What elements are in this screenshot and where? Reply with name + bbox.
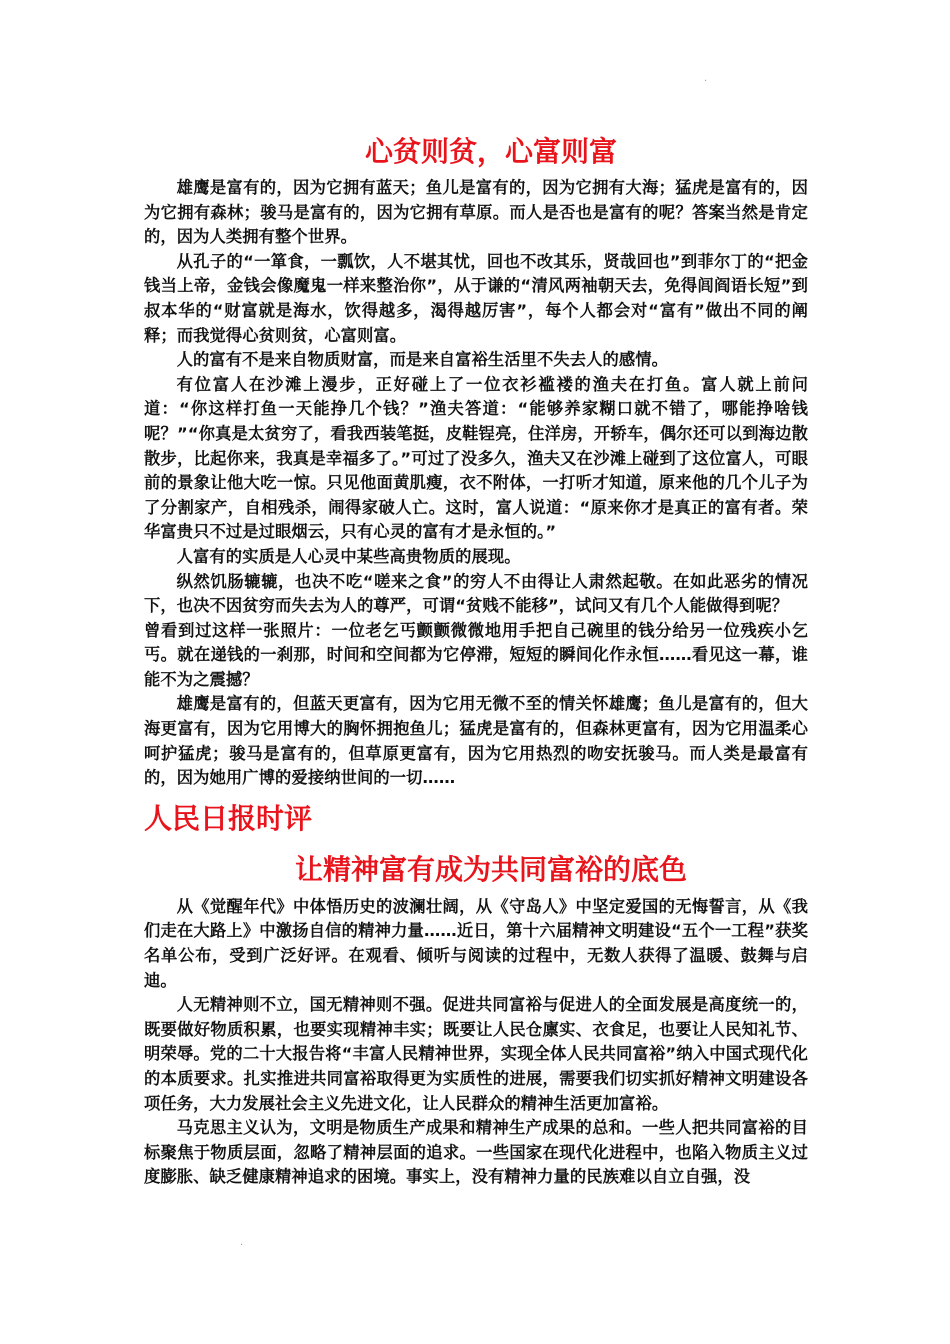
article1-paragraph: 人富有的实质是人心灵中某些高贵物质的展现。	[176, 546, 521, 566]
document-page	[144, 128, 808, 1190]
article2-paragraph: 马克思主义认为，文明是物质生产成果和精神生产成果的总和。一些人把共同富裕的目标聚焦于物质层面，忽略了精神层面的追求。一些国家在现代化进程中，也陷入物质主义过度膨胀、缺乏健康精神追求的困境。事实上，没有精神力量的民族难以自立自强，没	[144, 1118, 808, 1187]
article1-paragraph-last: 雄鹰是富有的，但蓝天更富有，因为它用无微不至的情关怀雄鹰；鱼儿是富有的，但大海更富有，因为它用博大的胸怀拥抱鱼儿；猛虎是富有的，但森林更富有，因为它用温柔心呵护猛虎；骏马是富有的，但草原更富有，因为它用热烈的吻安抚骏马。而人类是最富有的，因为她用广博的爱接纳世间的一切……	[144, 694, 808, 788]
page-mark-top: ·	[704, 76, 708, 87]
article1-paragraph: 人的富有不是来自物质财富，而是来自富裕生活里不失去人的感情。	[176, 350, 669, 370]
article1-paragraph: 有位富人在沙滩上漫步，正好碰上了一位衣衫褴褛的渔夫在打鱼。富人就上前问道：“你这样打鱼一天能挣几个钱？”渔夫答道：“能够养家糊口就不错了，哪能挣啥钱呢？”“你真是太贫穷了，看我西装笔挺，皮鞋锃亮，住洋房，开轿车，偶尔还可以到海边散散步，比起你来，我真是幸福多了。”可过了没多久，渔夫又在沙滩上碰到了这位富人，可眼前的景象让他大吃一惊。只见他面黄肌瘦，衣不附体，一打听才知道，原来他的几个儿子为了分割家产，自相残杀，闹得家破人亡。这时，富人说道：“原来你才是真正的富有者。荣华富贵只不过是过眼烟云，只有心灵的富有才是永恒的。”	[144, 374, 808, 542]
article1-paragraph-noindent: 曾看到过这样一张照片：一位老乞丐颤颤微微地用手把自己碗里的钱分给另一位残疾小乞丐。就在递钱的一刹那，时间和空间都为它停滞，短短的瞬间化作永恒……看见这一幕，谁能不为之震撼？	[144, 620, 808, 689]
article2-paragraph: 人无精神则不立，国无精神则不强。促进共同富裕与促进人的全面发展是高度统一的，既要做好物质积累，也要实现精神丰实；既要让人民仓廪实、衣食足，也要让人民知礼节、明荣辱。党的二十大报告将“丰富人民精神世界，实现全体人民共同富裕”纳入中国式现代化的本质要求。扎实推进共同富裕取得更为实质性的进展，需要我们切实抓好精神文明建设各项任务，大力发展社会主义先进文化，让人民群众的精神生活更加富裕。	[144, 995, 808, 1113]
article2-paragraph: 从《觉醒年代》中体悟历史的波澜壮阔，从《守岛人》中坚定爱国的无悔誓言，从《我们走在大路上》中激扬自信的精神力量……近日，第十六届精神文明建设“五个一工程”获奖名单公布，受到广泛好评。在观看、倾听与阅读的过程中，无数人获得了温暖、鼓舞与启迪。	[144, 896, 808, 990]
article2-title: 让精神富有成为共同富裕的底色	[294, 852, 687, 886]
article1-body	[144, 176, 808, 791]
article2-body	[144, 895, 808, 1190]
page-mark-bottom: ·	[240, 1240, 244, 1251]
article1-paragraph: 纵然饥肠辘辘，也决不吃“嗟来之食”的穷人不由得让人肃然起敬。在如此恶劣的情况下，也决不因贫穷而失去为人的尊严，可谓“贫贱不能移”，试问又有几个人能做得到呢？	[144, 571, 808, 616]
section-heading: 人民日报时评	[144, 801, 313, 835]
article1-paragraph: 从孔子的“一箪食，一瓢饮，人不堪其忧，回也不改其乐，贤哉回也”到菲尔丁的“把金钱当上帝，金钱会像魔鬼一样来整治你”，从于谦的“清风两袖朝天去，免得闾阎语长短”到叔本华的“财富就是海水，饮得越多，渴得越厉害”，每个人都会对“富有”做出不同的阐释；而我觉得心贫则贫，心富则富。	[144, 251, 808, 345]
article1-title: 心贫则贫，心富则富	[364, 135, 617, 168]
article1-paragraph: 雄鹰是富有的，因为它拥有蓝天；鱼儿是富有的，因为它拥有大海；猛虎是富有的，因为它拥有森林；骏马是富有的，因为它拥有草原。而人是否也是富有的呢？答案当然是肯定的，因为人类拥有整个世界。	[144, 178, 808, 247]
